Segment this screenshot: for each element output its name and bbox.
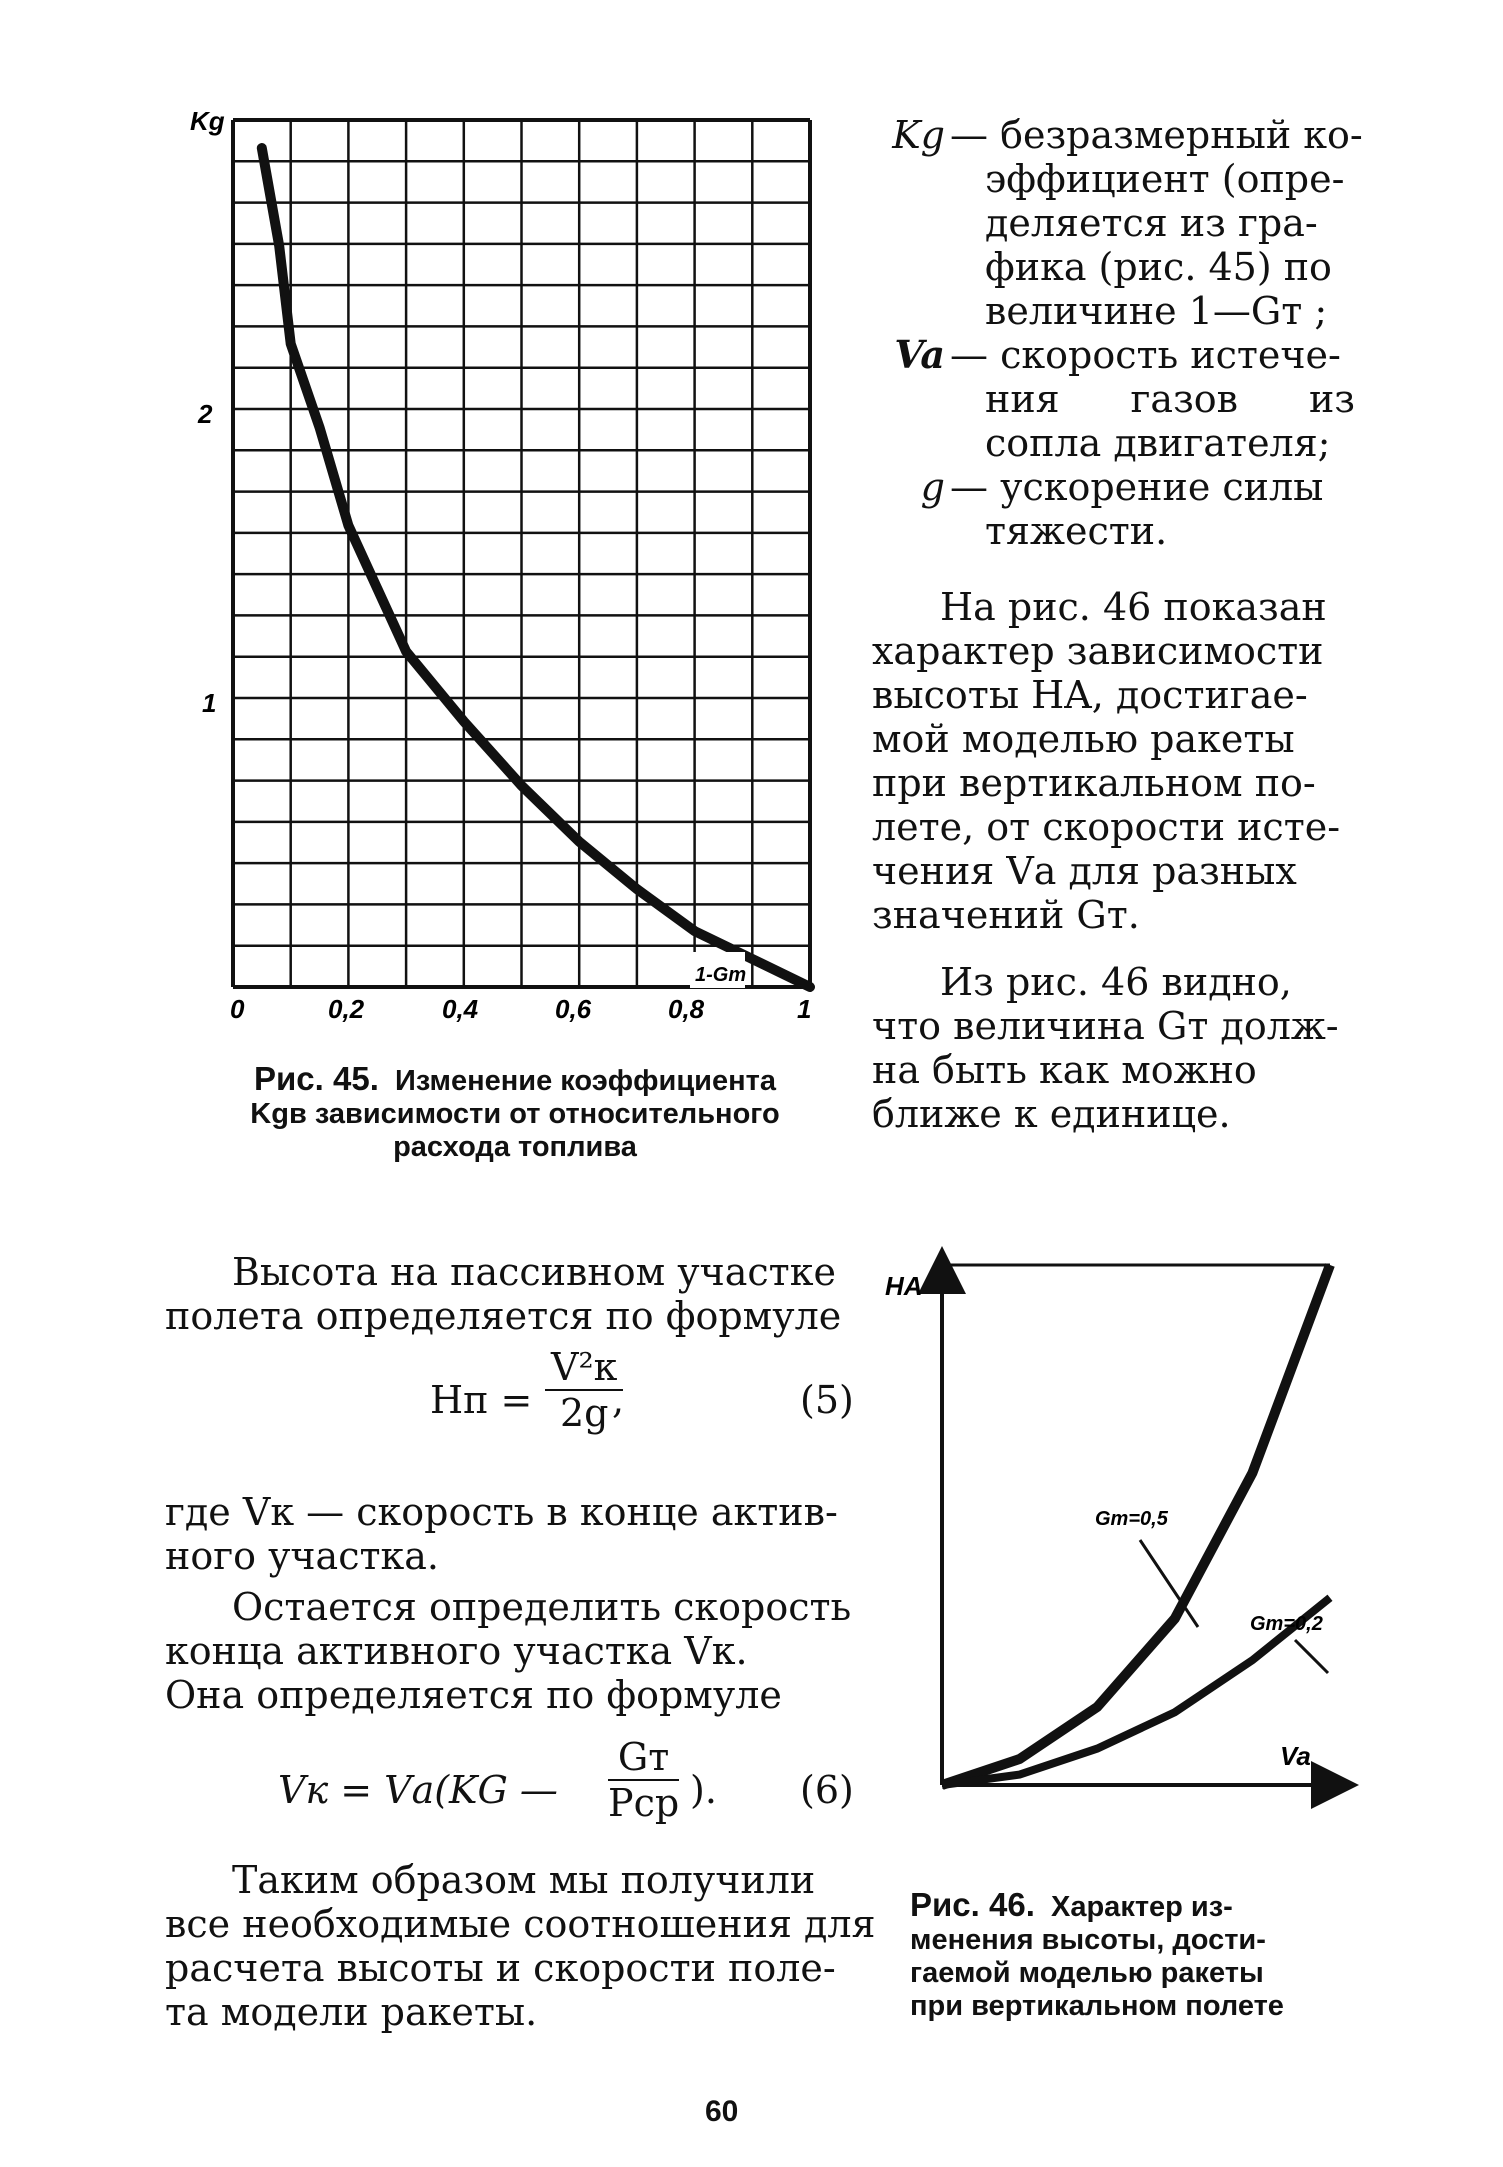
- fig45-x-tick-0-2: 0,2: [328, 994, 365, 1024]
- def-g-line1: — ускорение силы: [950, 465, 1324, 509]
- fig45-caption-line2: Kgв зависимости от относительного: [250, 1098, 780, 1130]
- def-va-symbol: Va: [894, 332, 945, 377]
- formula6-fraction: [608, 1735, 679, 1825]
- lp4-line3: расчета высоты и скорости поле-: [165, 1946, 836, 1990]
- fig45-x-tick-0-8: 0,8: [668, 994, 705, 1024]
- fig46-caption: [910, 1888, 1350, 2023]
- fig46-caption-line4: при вертикальном полете: [910, 1990, 1284, 2022]
- lp1-line2: полета определяется по формуле: [165, 1294, 842, 1338]
- formula6-numerator: Gт: [608, 1735, 679, 1781]
- fig45-caption: [190, 1062, 840, 1164]
- rp1-line6: лете, от скорости исте-: [872, 805, 1341, 849]
- rp2-line2: что величина Gт долж-: [872, 1004, 1339, 1048]
- rp1-line5: при вертикальном по-: [872, 761, 1316, 805]
- fig46-curve1-label: Gт=0,5: [1095, 1508, 1168, 1530]
- def-va-line2: ния газов из: [985, 377, 1355, 421]
- lp3-line2: конца активного участка Vк.: [165, 1629, 748, 1673]
- fig45-caption-line1: Изменение коэффициента: [395, 1065, 776, 1097]
- def-kg-symbol: Kg: [892, 113, 945, 157]
- def-g-symbol: g: [920, 465, 945, 509]
- fig46-y-axis-label: HA: [885, 1271, 923, 1301]
- rp1-line3: высоты HA, достигае-: [872, 673, 1308, 717]
- fig46-caption-line1: Характер из-: [1051, 1891, 1233, 1923]
- formula6-denominator: Pср: [608, 1781, 680, 1825]
- rp2-line3: на быть как можно: [872, 1048, 1257, 1092]
- fig45-x-tick-0: 0: [230, 994, 245, 1024]
- fig45-caption-line3: расхода топлива: [393, 1131, 637, 1163]
- formula5-lhs: Hп =: [430, 1378, 533, 1422]
- fig46-caption-line2: менения высоты, дости-: [910, 1924, 1266, 1956]
- fig45-caption-label: Рис. 45.: [254, 1060, 379, 1097]
- def-va-line1: — скорость истече-: [950, 333, 1341, 377]
- rp1-line4: мой моделью ракеты: [872, 717, 1295, 761]
- rp1-line1: На рис. 46 показан: [940, 585, 1327, 629]
- page-number: 60: [705, 2095, 739, 2128]
- fig45-y-tick-1: 1: [202, 688, 217, 718]
- lp3-line3: Она определяется по формуле: [165, 1673, 782, 1717]
- formula5-denominator: 2g: [559, 1391, 609, 1435]
- def-g-line2: тяжести.: [985, 509, 1168, 553]
- formula6-tail: ).: [690, 1768, 717, 1812]
- def-va-line3: сопла двигателя;: [985, 421, 1331, 465]
- def-kg-line3: деляется из гра-: [985, 201, 1318, 245]
- fig46-leader-2: [1295, 1640, 1328, 1673]
- fig46-x-axis-label: Va: [1280, 1741, 1311, 1771]
- fig46-curve2-label: Gт=0,2: [1250, 1613, 1323, 1635]
- def-kg-line4: фика (рис. 45) по: [985, 245, 1332, 289]
- fig46-caption-label: Рис. 46.: [910, 1886, 1035, 1923]
- fig46-chart: [880, 1245, 1360, 1865]
- rp2-line4: ближе к единице.: [872, 1092, 1231, 1136]
- formula6-lhs: Vк = Vа(KG —: [278, 1768, 558, 1812]
- fig45-x-tick-0-4: 0,4: [442, 994, 479, 1024]
- fig45-x-tick-0-6: 0,6: [555, 994, 592, 1024]
- fig45-chart: [150, 100, 850, 1060]
- lp1-line1: Высота на пассивном участке: [232, 1250, 836, 1294]
- fig45-y-axis-label: Kg: [190, 106, 225, 136]
- formula5-tail: ,: [612, 1378, 625, 1422]
- def-kg-line5: величине 1—Gт ;: [985, 289, 1328, 333]
- rp1-line7: чения Vа для разных: [872, 849, 1297, 893]
- lp2-line1: где Vк — скорость в конце актив-: [165, 1490, 838, 1534]
- lp4-line2: все необходимые соотношения для: [165, 1902, 876, 1946]
- fig45-x-tick-1: 1: [797, 994, 812, 1024]
- fig46-caption-line3: гаемой моделью ракеты: [910, 1957, 1264, 1989]
- lp4-line1: Таким образом мы получили: [232, 1858, 816, 1902]
- lp2-line2: ного участка.: [165, 1534, 439, 1578]
- formula5-numerator: V²к: [545, 1345, 623, 1391]
- fig45-kg-curve: [262, 148, 810, 987]
- def-kg-line1: — безразмерный ко-: [950, 113, 1363, 157]
- def-kg-line2: эффициент (опре-: [985, 157, 1345, 201]
- rp1-line2: характер зависимости: [872, 629, 1324, 673]
- lp3-line1: Остается определить скорость: [232, 1585, 852, 1629]
- fig45-x-axis-label: 1-Gт: [695, 964, 747, 986]
- rp1-line8: значений Gт.: [872, 893, 1140, 937]
- formula5-number: (5): [800, 1378, 854, 1422]
- formula6-number: (6): [800, 1768, 854, 1812]
- fig45-grid: [233, 120, 810, 987]
- fig45-y-tick-2: 2: [198, 399, 213, 429]
- lp4-line4: та модели ракеты.: [165, 1990, 538, 2034]
- rp2-line1: Из рис. 46 видно,: [940, 960, 1292, 1004]
